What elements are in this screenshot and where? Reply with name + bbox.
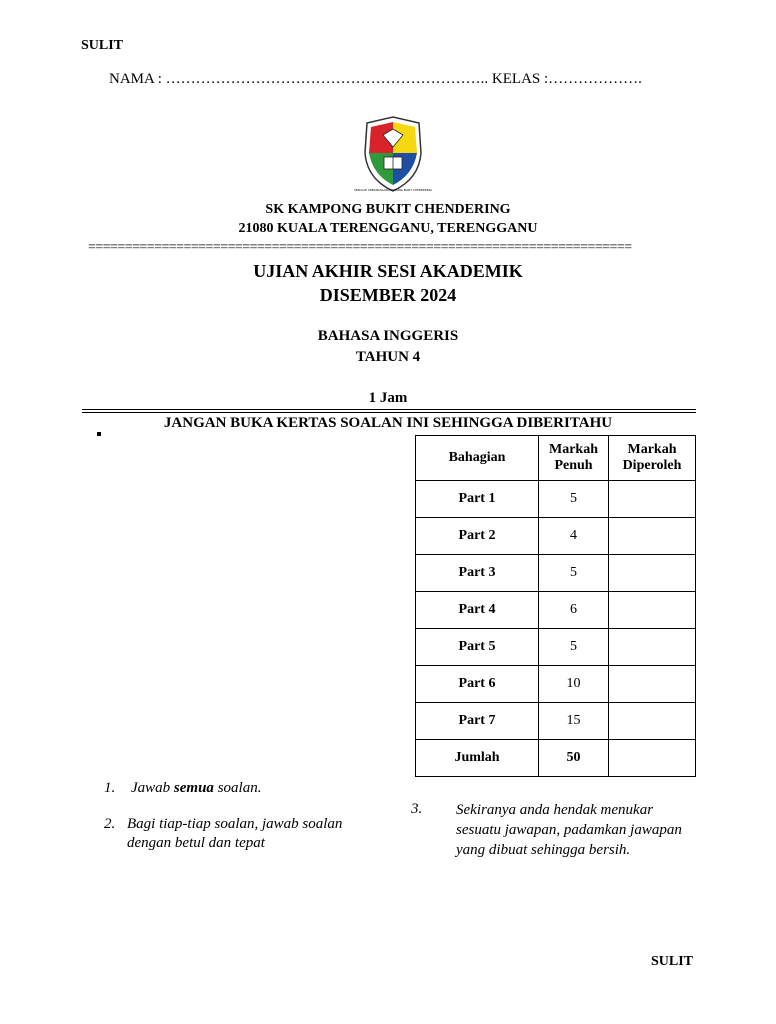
sulit-label-bottom: SULIT [651,954,694,969]
table-row [416,666,696,703]
instruction-1-text [131,779,261,798]
part-cell: Part 4 [416,592,539,629]
obtained-mark-cell[interactable] [609,592,696,629]
table-row [416,629,696,666]
part-cell: Part 6 [416,666,539,703]
table-row [416,703,696,740]
instruction-3-text: Sekiranya anda hendak menukar sesuatu jawapan, padamkan jawapan yang dibuat sehingga bersih. [456,802,682,858]
crest-motto: SEKOLAH KEBANGSAAN KAMPONG BUKIT CHENDERING [354,188,432,192]
school-name: SK KAMPONG BUKIT CHENDERING [265,202,511,217]
obtained-mark-cell[interactable] [609,518,696,555]
obtained-mark-cell[interactable] [609,481,696,518]
instruction-2-number: 2. [104,816,116,832]
table-total-row [416,740,696,777]
instruction-1-number: 1. [104,780,116,796]
part-cell: Part 1 [416,481,539,518]
double-rule-top [82,409,696,410]
school-crest-icon [354,113,432,193]
header-markah-diperoleh: Markah Diperoleh [609,436,696,481]
exam-date: DISEMBER 2024 [319,285,457,305]
instruction-1-pre: Jawab [131,780,174,796]
name-class-line: NAMA : ……………………………………………………….. KELAS :………………. [109,71,642,87]
double-rule-bottom [82,412,696,413]
part-cell: Part 7 [416,703,539,740]
exam-title: UJIAN AKHIR SESI AKADEMIK [253,261,523,281]
full-mark-cell: 15 [539,703,609,740]
header-markah-penuh: Markah Penuh [539,436,609,481]
instruction-1-bold: semua [173,780,214,796]
exam-duration: 1 Jam [368,390,408,406]
table-row [416,481,696,518]
exam-subject: BAHASA INGGERIS [317,328,459,344]
header-bahagian: Bahagian [416,436,539,481]
total-label-cell: Jumlah [416,740,539,777]
marks-table [415,435,696,777]
table-row [416,518,696,555]
instruction-3-number: 3. [411,801,423,817]
bullet-mark [97,432,101,436]
full-mark-cell: 5 [539,629,609,666]
table-row [416,555,696,592]
sulit-label-top: SULIT [81,38,124,53]
table-row [416,592,696,629]
part-cell: Part 3 [416,555,539,592]
instruction-2-text: Bagi tiap-tiap soalan, jawab soalan dengan betul dan tepat [127,816,343,851]
full-mark-cell: 6 [539,592,609,629]
table-header-row [416,436,696,481]
obtained-mark-cell[interactable] [609,629,696,666]
total-obtained-cell[interactable] [609,740,696,777]
full-mark-cell: 5 [539,555,609,592]
full-mark-cell: 10 [539,666,609,703]
obtained-mark-cell[interactable] [609,703,696,740]
do-not-open-warning: JANGAN BUKA KERTAS SOALAN INI SEHINGGA DIBERITAHU [163,415,613,431]
full-mark-cell: 4 [539,518,609,555]
obtained-mark-cell[interactable] [609,555,696,592]
exam-level: TAHUN 4 [355,349,421,365]
part-cell: Part 5 [416,629,539,666]
separator-line: ========================================================================== [88,240,632,255]
school-address: 21080 KUALA TERENGGANU, TERENGGANU [238,221,538,236]
instruction-1-post: soalan. [213,780,262,796]
full-mark-cell: 5 [539,481,609,518]
part-cell: Part 2 [416,518,539,555]
total-full-cell: 50 [539,740,609,777]
obtained-mark-cell[interactable] [609,666,696,703]
